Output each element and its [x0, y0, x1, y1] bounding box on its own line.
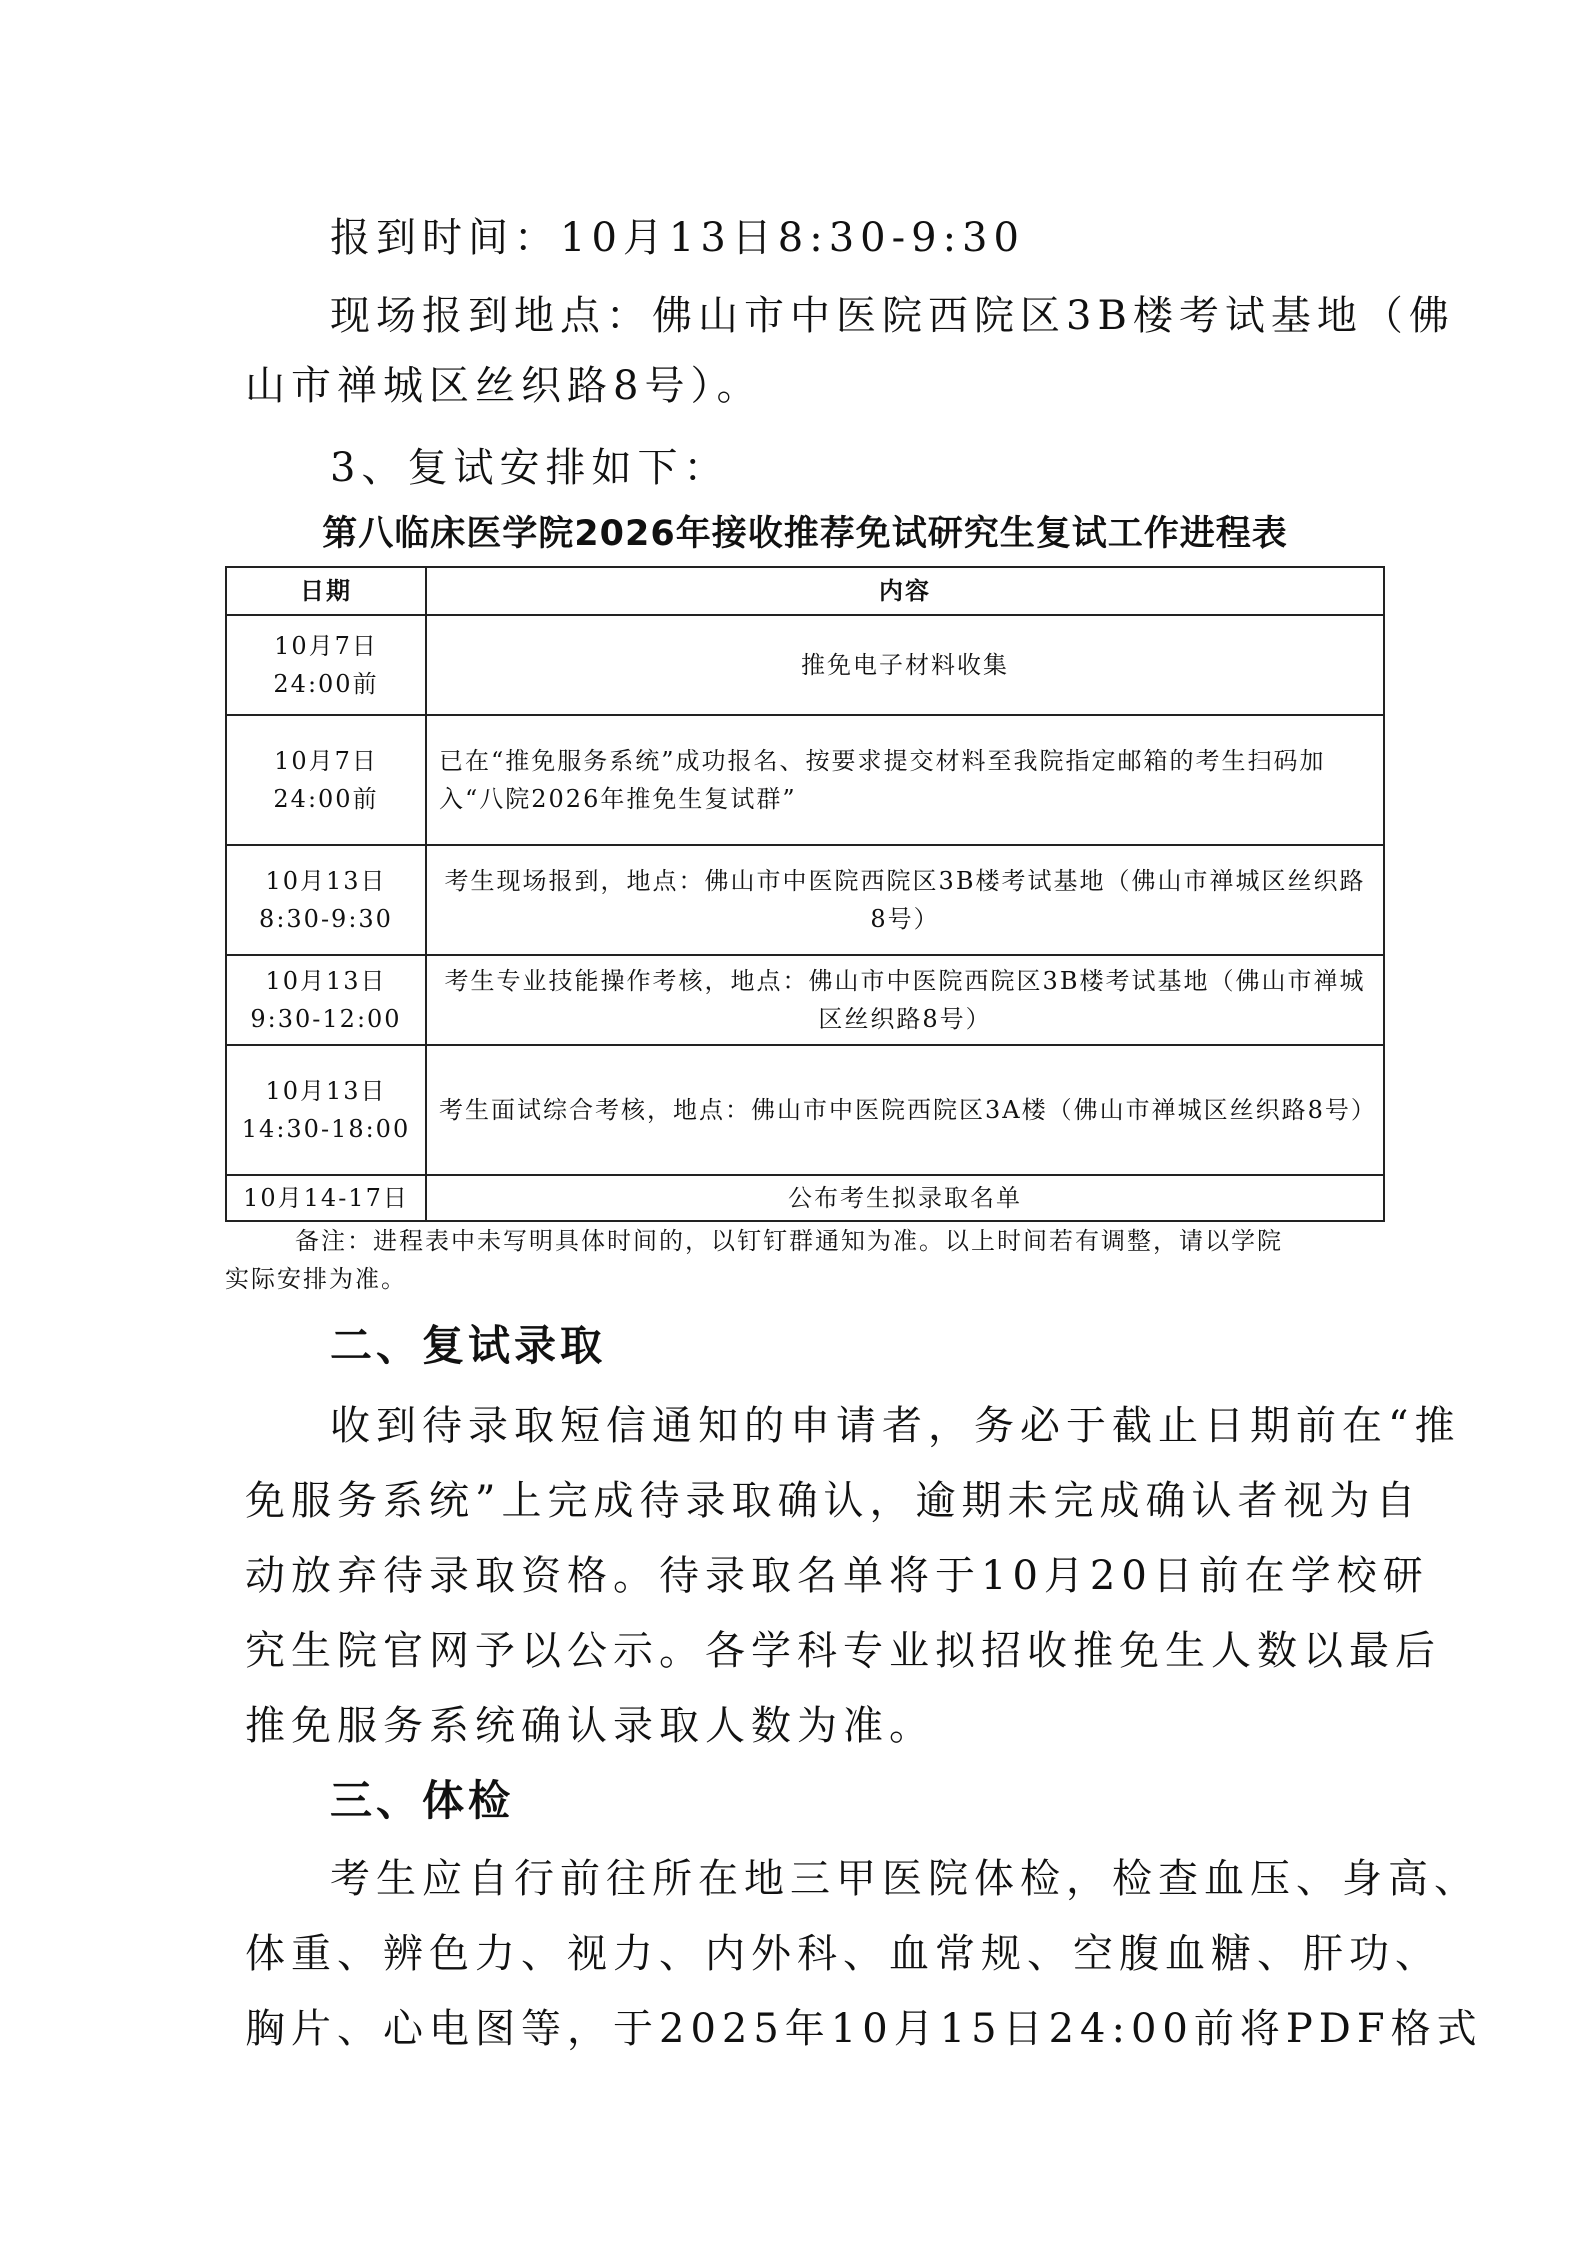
report-location-line-cont: 山市禅城区丝织路8号）。 — [245, 363, 763, 409]
row-date: 10月13日 9:30-12:00 — [226, 955, 426, 1045]
table-row — [226, 1175, 1384, 1221]
row-date: 10月7日 24:00前 — [226, 715, 426, 845]
row-date: 10月13日 14:30-18:00 — [226, 1045, 426, 1175]
section2-paragraph-line: 究生院官网予以公示。各学科专业拟招收推免生人数以最后 — [245, 1628, 1441, 1674]
row-content: 公布考生拟录取名单 — [426, 1175, 1384, 1221]
section2-paragraph-line: 动放弃待录取资格。待录取名单将于10月20日前在学校研 — [245, 1553, 1429, 1599]
row-date: 10月14-17日 — [226, 1175, 426, 1221]
table-row — [226, 1045, 1384, 1175]
table-row — [226, 715, 1384, 845]
row-content: 考生面试综合考核，地点：佛山市中医院西院区3A楼（佛山市禅城区丝织路8号） — [426, 1045, 1384, 1175]
section2-paragraph-line: 免服务系统”上完成待录取确认，逾期未完成确认者视为自 — [245, 1478, 1422, 1524]
row-content: 考生专业技能操作考核，地点：佛山市中医院西院区3B楼考试基地（佛山市禅城区丝织路8号） — [426, 955, 1384, 1045]
table-note-line: 备注：进程表中未写明具体时间的，以钉钉群通知为准。以上时间若有调整，请以学院 — [295, 1227, 1283, 1255]
table-header-row — [226, 567, 1384, 615]
section2-paragraph-line: 收到待录取短信通知的申请者，务必于截止日期前在“推 — [330, 1403, 1461, 1449]
header-content: 内容 — [426, 567, 1384, 615]
row-content: 已在“推免服务系统”成功报名、按要求提交材料至我院指定邮箱的考生扫码加入“八院2026年推免生复试群” — [426, 715, 1384, 845]
section2-paragraph-line: 推免服务系统确认录取人数为准。 — [245, 1703, 935, 1749]
row-content: 考生现场报到，地点：佛山市中医院西院区3B楼考试基地（佛山市禅城区丝织路8号） — [426, 845, 1384, 955]
table-row — [226, 615, 1384, 715]
row-date: 10月13日 8:30-9:30 — [226, 845, 426, 955]
section2-heading: 二、复试录取 — [330, 1321, 607, 1370]
report-time-line: 报到时间：10月13日8:30-9:30 — [330, 215, 1025, 261]
table-note-line: 实际安排为准。 — [225, 1265, 407, 1293]
table-note — [225, 1222, 1385, 1298]
section3-paragraph-line: 胸片、心电图等，于2025年10月15日24:00前将PDF格式 — [245, 2006, 1483, 2052]
schedule-table-title: 第八临床医学院2026年接收推荐免试研究生复试工作进程表 — [322, 514, 1288, 554]
schedule-intro-line: 3、复试安排如下： — [330, 445, 730, 491]
section3-paragraph-line: 体重、辨色力、视力、内外科、血常规、空腹血糖、肝功、 — [245, 1931, 1441, 1977]
section3-heading: 三、体检 — [330, 1776, 515, 1825]
report-location-line: 现场报到地点：佛山市中医院西院区3B楼考试基地（佛 — [330, 293, 1455, 339]
header-date: 日期 — [226, 567, 426, 615]
schedule-table — [225, 566, 1385, 1222]
row-date: 10月7日 24:00前 — [226, 615, 426, 715]
row-content: 推免电子材料收集 — [426, 615, 1384, 715]
section3-paragraph-line: 考生应自行前往所在地三甲医院体检，检查血压、身高、 — [330, 1856, 1480, 1902]
table-row — [226, 845, 1384, 955]
table-row — [226, 955, 1384, 1045]
